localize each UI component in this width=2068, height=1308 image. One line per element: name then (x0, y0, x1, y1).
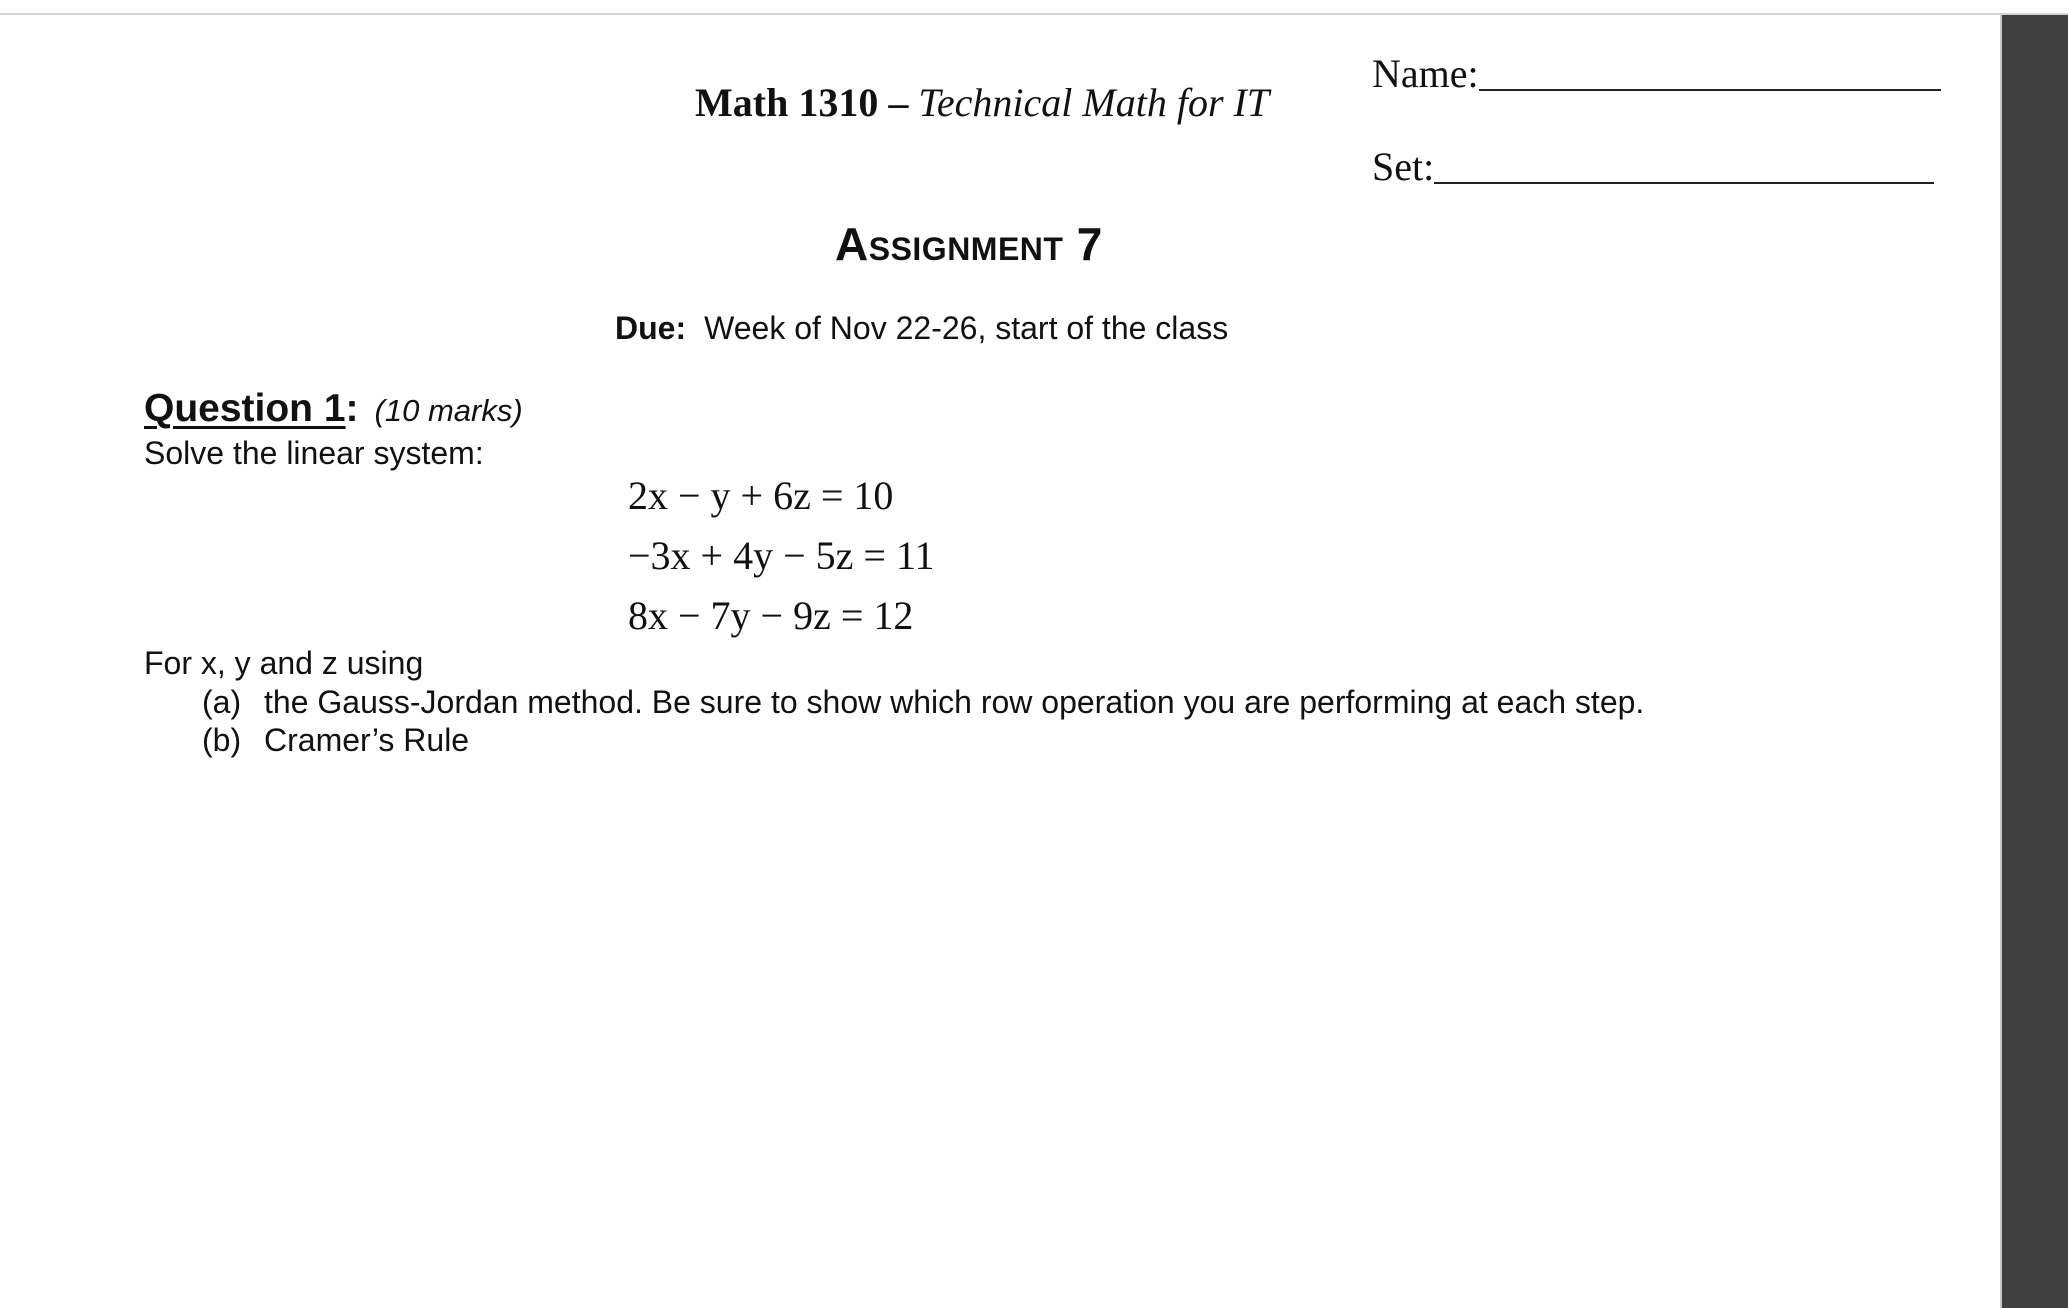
part-a-text: the Gauss-Jordan method. Be sure to show which row operation you are performing at each step. (264, 684, 1645, 720)
due-label: Due: (615, 310, 687, 346)
name-blank-line (1479, 88, 1941, 91)
due-text: Week of Nov 22-26, start of the class (704, 310, 1229, 346)
equation-2: −3x + 4y − 5z = 11 (628, 533, 935, 578)
part-b (202, 722, 469, 759)
course-name: Technical Math for IT (918, 80, 1270, 125)
set-field (1372, 143, 1934, 190)
equation-1: 2x − y + 6z = 10 (628, 473, 894, 518)
question-prompt: Solve the linear system: (144, 435, 484, 471)
part-b-label: (b) (202, 722, 242, 758)
due-line (615, 310, 1228, 347)
assignment-title: Assignment 7 (835, 218, 1103, 270)
question-heading (144, 387, 523, 431)
part-a-label: (a) (202, 684, 242, 720)
scrollbar-gutter[interactable] (2000, 15, 2068, 1308)
set-blank-line (1434, 181, 1934, 184)
name-field (1372, 50, 1941, 97)
course-title (695, 79, 1269, 126)
question-title: Question 1 (144, 387, 346, 430)
set-label: Set: (1372, 144, 1435, 189)
question-marks: (10 marks) (374, 393, 523, 428)
viewer-top-border (0, 0, 2068, 15)
using-text: For x, y and z using (144, 645, 424, 681)
part-b-text: Cramer’s Rule (264, 722, 470, 758)
equation-3: 8x − 7y − 9z = 12 (628, 593, 914, 638)
question-colon: : (345, 387, 359, 430)
course-code: Math 1310 – (695, 80, 909, 125)
part-a (202, 684, 1644, 721)
document-page (0, 17, 2000, 1308)
name-label: Name: (1372, 51, 1479, 96)
